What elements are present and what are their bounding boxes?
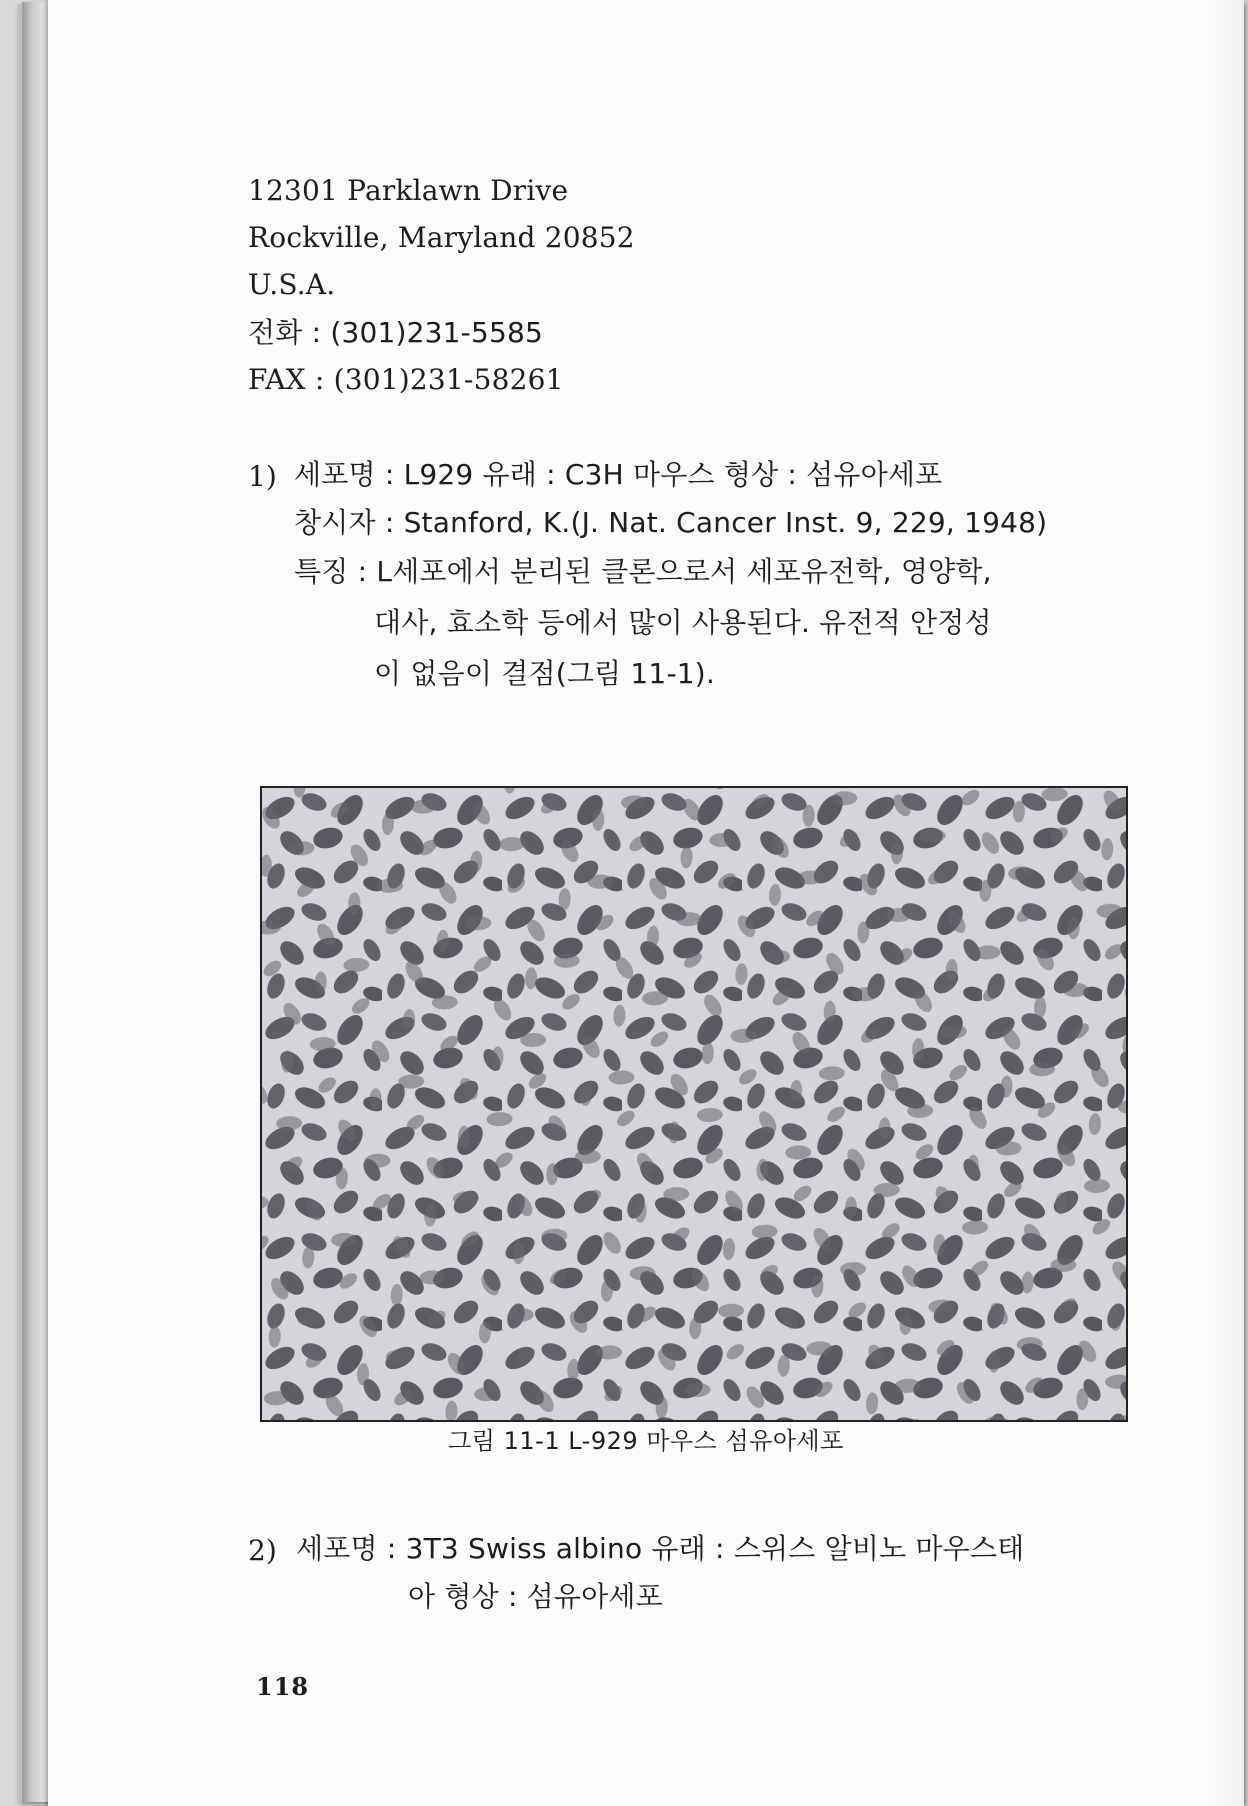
book-page [48,0,1244,1806]
figure-caption: 그림 11-1 L-929 마우스 섬유아세포 [448,1427,844,1455]
address-country: U.S.A. [248,268,336,301]
entry2-line1: 세포명 : 3T3 Swiss albino 유래 : 스위스 알비노 마우스태 [296,1532,1025,1565]
figure-l929-micrograph [260,786,1128,1422]
page-number: 118 [256,1672,310,1701]
page-shading [1204,0,1244,1806]
address-street: 12301 Parklawn Drive [248,174,569,207]
address-phone: 전화 : (301)231-5585 [248,316,544,349]
entry1-features-1: 특징 : L세포에서 분리된 클론으로서 세포유전학, 영양학, [294,555,992,588]
entry1-creator: 창시자 : Stanford, K.(J. Nat. Cancer Inst. 9, 229, 1948) [294,506,1048,539]
entry2-number: 2) [248,1534,277,1567]
entry1-number: 1) [248,460,277,493]
address-city: Rockville, Maryland 20852 [248,221,635,254]
address-fax: FAX : (301)231-58261 [248,363,564,396]
entry2-line2: 아 형상 : 섬유아세포 [408,1580,663,1613]
entry1-line1: 세포명 : L929 유래 : C3H 마우스 형상 : 섬유아세포 [294,458,943,491]
entry1-features-3: 이 없음이 결점(그림 11-1). [374,657,715,690]
book-page-edge [22,2,50,1802]
entry1-features-2: 대사, 효소학 등에서 많이 사용된다. 유전적 안정성 [374,606,992,639]
